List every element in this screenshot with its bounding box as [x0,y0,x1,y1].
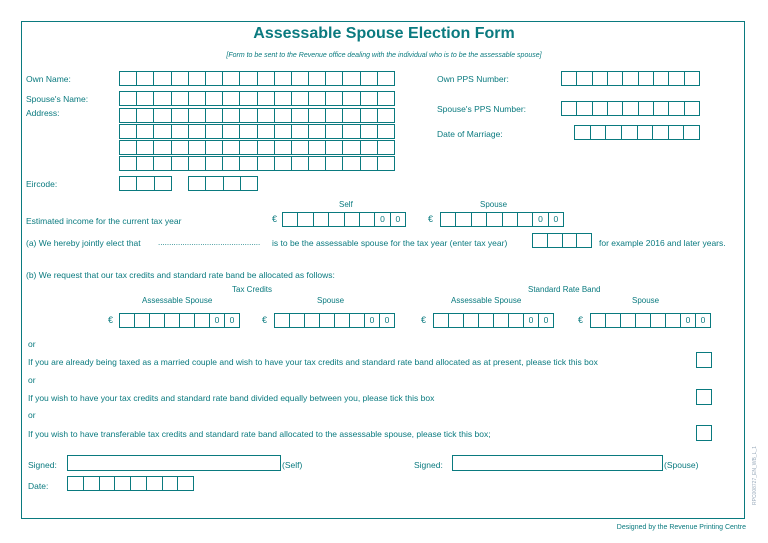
or-3: or [28,410,36,420]
signature-spouse-field[interactable] [452,455,663,471]
self-income-currency: € [272,214,278,224]
form-code: RPC008727_EN_WB_L_1 [752,446,758,505]
footer-designed-by: Designed by the Revenue Printing Centre [616,524,746,531]
option3-checkbox[interactable] [696,425,712,441]
address-line-4[interactable] [119,156,395,171]
form-subtitle: [Form to be sent to the Revenue office dealing with the individual who is to be the assessable spouse] [226,52,542,59]
standard-rate-band-heading: Standard Rate Band [528,285,601,294]
spouse-heading: Spouse [480,200,508,209]
option2-checkbox[interactable] [696,389,712,405]
tc-assessable-heading: Assessable Spouse [142,296,213,305]
address-line-3[interactable] [119,140,395,155]
or-1: or [28,339,36,349]
own-name-label: Own Name: [26,74,71,84]
spouse-pps-label: Spouse's PPS Number: [437,104,527,114]
own-name-field[interactable] [119,71,395,86]
tc-assessable-field[interactable]: 0 0 [119,313,240,328]
signed-spouse-label: Signed: [414,460,443,470]
option2-text: If you wish to have your tax credits and standard rate band divided equally between you, please tick this box [28,393,435,403]
option3-text: If you wish to have transferable tax credits and standard rate band allocated to the assessable spouse, please tick this box; [28,429,491,439]
or-2: or [28,375,36,385]
spouse-pps-field[interactable] [561,101,700,116]
elect-a-text: (a) We hereby jointly elect that [26,238,141,248]
tc-spouse-currency: € [262,315,268,325]
srb-assessable-field[interactable]: 0 0 [433,313,554,328]
date-marriage-field[interactable] [574,125,700,140]
signature-self-field[interactable] [67,455,281,471]
srb-spouse-currency: € [578,315,584,325]
self-paren-label: (Self) [282,460,303,470]
tc-spouse-field[interactable]: 0 0 [274,313,395,328]
spouse-income-field[interactable]: 0 0 [440,212,564,227]
date-marriage-label: Date of Marriage: [437,129,503,139]
address-line-1[interactable] [119,108,395,123]
spouse-name-label: Spouse's Name: [26,94,89,104]
srb-spouse-heading: Spouse [632,296,660,305]
form-title: Assessable Spouse Election Form [253,25,515,42]
address-line-2[interactable] [119,124,395,139]
srb-assessable-heading: Assessable Spouse [451,296,522,305]
tax-credits-heading: Tax Credits [232,285,273,294]
tax-year-field[interactable] [532,233,592,248]
spouse-name-field[interactable] [119,91,395,106]
option1-checkbox[interactable] [696,352,712,368]
estimated-income-label: Estimated income for the current tax year [26,216,182,226]
request-b-text: (b) We request that our tax credits and standard rate band be allocated as follows: [26,270,335,280]
self-income-field[interactable]: 0 0 [282,212,406,227]
self-heading: Self [339,200,353,209]
eircode-routing-field[interactable] [119,176,172,191]
elect-b-text: is to be the assessable spouse for the tax year (enter tax year) [272,238,508,248]
spouse-paren-label: (Spouse) [664,460,699,470]
elect-example-text: for example 2016 and later years. [599,238,726,248]
elect-a-dots: .............................................. [158,238,261,247]
tc-assessable-currency: € [108,315,114,325]
date-field[interactable] [67,476,194,491]
eircode-label: Eircode: [26,179,58,189]
own-pps-label: Own PPS Number: [437,74,509,84]
date-label: Date: [28,481,49,491]
spouse-income-currency: € [428,214,434,224]
address-label: Address: [26,108,60,118]
srb-spouse-field[interactable]: 0 0 [590,313,711,328]
eircode-identifier-field[interactable] [188,176,258,191]
srb-assessable-currency: € [421,315,427,325]
own-pps-field[interactable] [561,71,700,86]
option1-text: If you are already being taxed as a married couple and wish to have your tax credits and standard rate band allocated as at present, please tick this box [28,357,598,367]
tc-spouse-heading: Spouse [317,296,345,305]
signed-self-label: Signed: [28,460,57,470]
